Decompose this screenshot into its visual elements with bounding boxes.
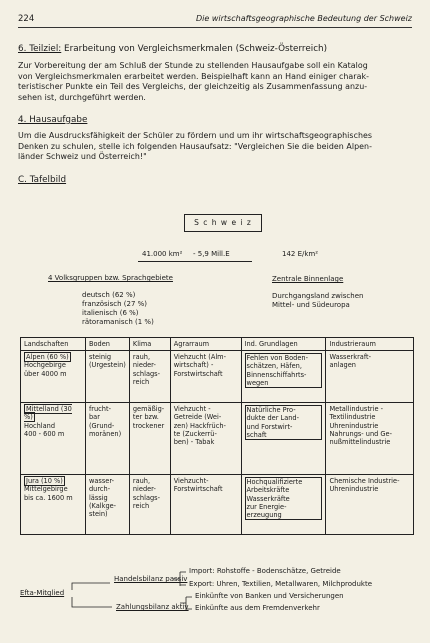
cell-line: zur Energie- bbox=[246, 502, 287, 511]
einkuenfte-banken-line: Einkünfte von Banken und Versicherungen bbox=[195, 592, 344, 600]
cell-line: rauh, bbox=[132, 353, 151, 362]
cell-line: Hochqualifizierte bbox=[246, 478, 303, 487]
cell-line: Hochland bbox=[24, 421, 56, 430]
cell-line: Forstwirtschaft bbox=[173, 369, 223, 378]
landschaft-name: Jura (10 %) bbox=[26, 477, 63, 486]
column-header: Ind. Grundlagen bbox=[241, 338, 326, 351]
cell-line: Arbeitskräfte bbox=[246, 486, 290, 495]
language-item: französisch (27 %) bbox=[82, 300, 148, 308]
cell-line: zen) Hackfrüch- bbox=[173, 421, 226, 430]
column-header: Klima bbox=[129, 338, 170, 351]
paragraph-line: sehen ist, durchgeführt werden. bbox=[18, 92, 146, 102]
cell-line: Getreide (Wei- bbox=[173, 413, 222, 422]
cell-line: Mittelgebirge bbox=[24, 485, 68, 494]
cell-line: (Kalkge- bbox=[88, 501, 117, 510]
cell-line: Wasserkräfte bbox=[246, 494, 290, 503]
cell-line: Wasserkraft- bbox=[329, 353, 371, 362]
cell-line: Uhrenindustrie bbox=[329, 421, 379, 430]
schweiz-title-box: S c h w e i z bbox=[184, 214, 262, 232]
location-line: Durchgangsland zwischen bbox=[272, 292, 364, 300]
cell-line: Textilindustrie bbox=[329, 413, 376, 422]
cell-line: Nahrungs- und Ge- bbox=[329, 429, 392, 438]
cell-line: bar bbox=[88, 413, 100, 422]
handels-bracket bbox=[173, 572, 186, 586]
cell-line: rauh, bbox=[132, 477, 151, 486]
cell-line: Binnenschiffahrts- bbox=[246, 370, 307, 379]
landschaft-name: Mittelland (30 %) bbox=[24, 405, 72, 422]
cell-line: Forstwirtschaft bbox=[173, 485, 223, 494]
location-title: Zentrale Binnenlage bbox=[272, 275, 344, 283]
cell-line: bis ca. 1600 m bbox=[24, 493, 73, 502]
efta-upper-connector bbox=[72, 583, 110, 590]
cell-line: wegen bbox=[246, 378, 269, 387]
location-line: Mittel- und Südeuropa bbox=[272, 301, 350, 309]
cell-line: Uhrenindustrie bbox=[329, 485, 379, 494]
paragraph-line: Denken zu schulen, stelle ich folgenden Hausaufsatz: "Vergleichen Sie die beiden Alpen- bbox=[18, 141, 373, 151]
cell-line: 400 - 600 m bbox=[24, 429, 65, 438]
cell-line: schaft bbox=[246, 430, 267, 439]
cell-line: nußmittelindustrie bbox=[329, 438, 391, 447]
cell-line: Viehzucht (Alm- bbox=[173, 353, 226, 362]
section-6-title: Erarbeitung von Vergleichsmerkmalen (Schweiz-Österreich) bbox=[61, 44, 328, 54]
column-header: Landschaften bbox=[21, 338, 86, 351]
efta-lower-connector bbox=[72, 597, 112, 607]
cell-line: nieder- bbox=[132, 361, 156, 370]
cell-line: (Grund- bbox=[88, 421, 115, 430]
density-value: 142 E/km² bbox=[282, 250, 319, 258]
groups-title: 4 Volksgruppen bzw. Sprachgebiete bbox=[48, 274, 173, 282]
page-number: 224 bbox=[18, 14, 35, 24]
cell-line: wirtschaft) - bbox=[173, 361, 214, 370]
language-item: rätoramanisch (1 %) bbox=[82, 318, 154, 326]
paragraph-line: Um die Ausdrucksfähigkeit der Schüler zu fördern und um ihr wirtschaftsgeographisches bbox=[18, 131, 373, 140]
cell-line: wasser- bbox=[88, 477, 114, 486]
cell-line: reich bbox=[132, 377, 150, 386]
import-line: Import: Rohstoffe - Bodenschätze, Getreide bbox=[189, 567, 341, 575]
cell-line: erzeugung bbox=[246, 511, 282, 520]
cell-line: reich bbox=[132, 501, 150, 510]
language-item: deutsch (62 %) bbox=[82, 291, 136, 299]
export-line: Export: Uhren, Textilien, Metallwaren, Milchprodukte bbox=[189, 580, 373, 588]
cell-line: nieder- bbox=[132, 485, 156, 494]
cell-line: und Forstwirt- bbox=[246, 422, 293, 431]
zahlungsbilanz-label: Zahlungsbilanz aktiv bbox=[116, 603, 189, 611]
column-header: Boden bbox=[85, 338, 129, 351]
cell-line: schlags- bbox=[132, 369, 160, 378]
cell-line: Natürliche Pro- bbox=[246, 406, 296, 415]
cell-line: über 4000 m bbox=[24, 369, 67, 378]
paragraph-line: teristischer Punkte ein Teil des Vergleichs, der gleichzeitig als Zusammenfassung anzu- bbox=[18, 82, 368, 92]
cell-line: (Urgestein) bbox=[88, 361, 126, 370]
cell-line: te (Zuckerrü- bbox=[173, 429, 217, 438]
running-title: Die wirtschaftsgeographische Bedeutung der Schweiz bbox=[196, 14, 412, 23]
cell-line: Chemische Industrie- bbox=[329, 477, 400, 486]
cell-line: moränen) bbox=[88, 429, 122, 438]
cell-line: lässig bbox=[88, 493, 108, 502]
cell-line: schlags- bbox=[132, 493, 160, 502]
zahlungs-bracket bbox=[180, 597, 192, 610]
cell-line: trockener bbox=[132, 421, 165, 430]
section-4-heading: 4. Hausaufgabe bbox=[18, 115, 88, 125]
section-c-heading: C. Tafelbild bbox=[18, 175, 67, 185]
cell-line: Hochgebirge bbox=[24, 361, 66, 370]
language-item: italienisch (6 %) bbox=[82, 309, 139, 317]
einkuenfte-fremdenverkehr-line: Einkünfte aus dem Fremdenverkehr bbox=[195, 604, 320, 612]
cell-line: steinig bbox=[88, 353, 112, 362]
efta-label: Efta-Mitglied bbox=[20, 589, 65, 597]
cell-line: Viehzucht - bbox=[173, 405, 211, 414]
cell-line: Metallindustrie - bbox=[329, 405, 383, 414]
cell-line: durch- bbox=[88, 485, 111, 494]
column-header: Agrarraum bbox=[170, 338, 241, 351]
cell-line: stein) bbox=[88, 510, 108, 519]
cell-line: Fehlen von Boden- bbox=[246, 354, 308, 363]
area-text: 41.000 km² bbox=[142, 250, 183, 258]
paragraph-line: länder Schweiz und Österreich!" bbox=[18, 152, 147, 162]
cell-line: frucht- bbox=[88, 405, 111, 414]
cell-line: gemäßig- bbox=[132, 405, 165, 414]
column-header: Industrieraum bbox=[326, 338, 414, 351]
cell-line: ter bzw. bbox=[132, 413, 159, 422]
paragraph-line: Zur Vorbereitung der am Schluß der Stunde zu stellenden Hausaufgabe soll ein Katalog bbox=[18, 61, 368, 70]
population-value: - 5,9 Mill.E bbox=[193, 250, 230, 258]
cell-line: Viehzucht- bbox=[173, 477, 209, 486]
section-6-label: 6. Teilziel: bbox=[18, 44, 62, 54]
handelsbilanz-label: Handelsbilanz passiv bbox=[114, 575, 188, 583]
cell-line: ben) - Tabak bbox=[173, 438, 215, 447]
cell-line: anlagen bbox=[329, 361, 356, 370]
paragraph-line: von Vergleichsmerkmalen erarbeitet werden. Beispielhaft kann an Hand einiger charak- bbox=[18, 71, 369, 81]
cell-line: schätzen, Häfen, bbox=[246, 362, 302, 371]
cell-line: dukte der Land- bbox=[246, 414, 299, 423]
landschaft-name: Alpen (60 %) bbox=[26, 353, 69, 362]
